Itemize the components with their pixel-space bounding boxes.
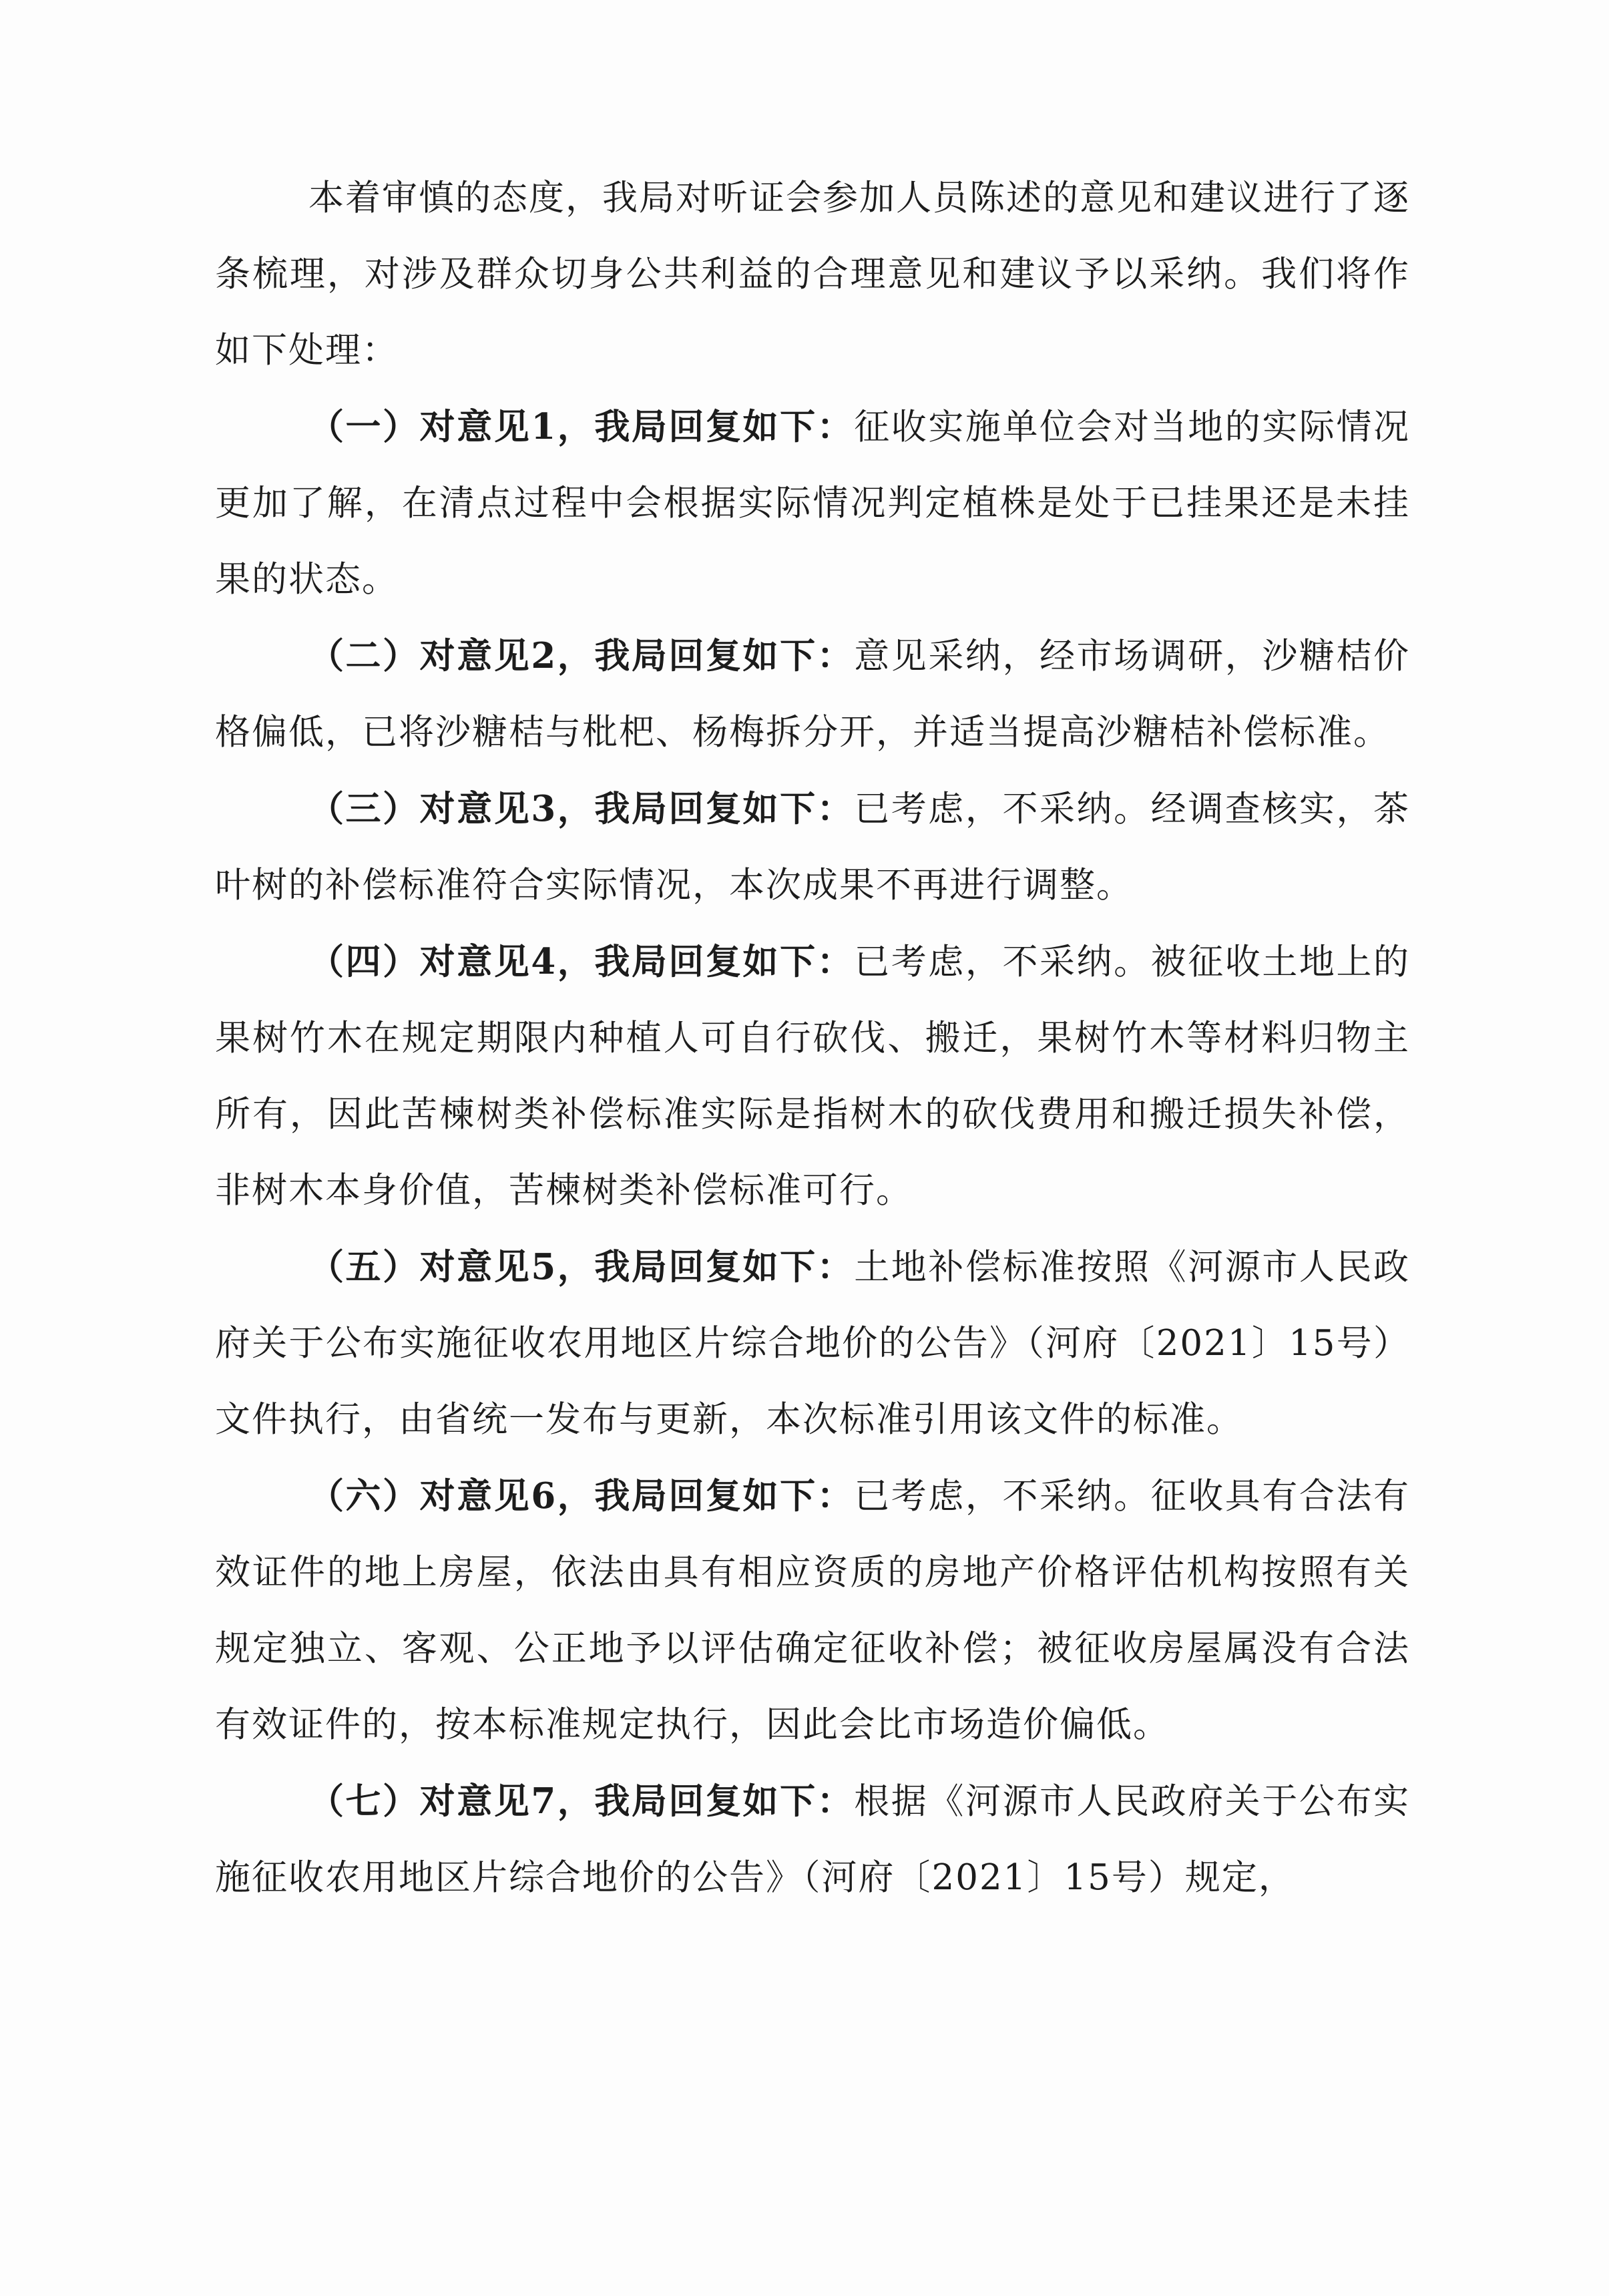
reply-lead: （一）对意见1，我局回复如下： — [308, 406, 855, 447]
reply-text: 已考虑，不采纳。征收具有合法有效证件的地上房屋，依法由具有相应资质的房地产价格评估机构按照有关规定独立、客观、公正地予以评估确定征收补偿；被征收房屋属没有合法有效证件的，按本标准规定执行，因此会比市场造价偏低。 — [215, 1476, 1410, 1745]
reply-lead: （六）对意见6，我局回复如下： — [308, 1475, 855, 1517]
reply-text: 意见采纳，经市场调研，沙糖桔价格偏低，已将沙糖桔与枇杷、杨梅拆分开，并适当提高沙糖桔补偿标准。 — [215, 636, 1410, 753]
reply-item-4 — [215, 924, 1410, 1229]
reply-item-5 — [215, 1229, 1410, 1458]
reply-text: 已考虑，不采纳。被征收土地上的果树竹木在规定期限内种植人可自行砍伐、搬迁，果树竹木等材料归物主所有，因此苦楝树类补偿标准实际是指树木的砍伐费用和搬迁损失补偿，非树木本身价值，苦楝树类补偿标准可行。 — [215, 942, 1410, 1211]
reply-lead: （四）对意见4，我局回复如下： — [308, 941, 855, 982]
reply-lead: （二）对意见2，我局回复如下： — [308, 635, 855, 677]
reply-item-6 — [215, 1458, 1410, 1763]
reply-lead: （七）对意见7，我局回复如下： — [308, 1780, 855, 1822]
reply-lead: （三）对意见3，我局回复如下： — [308, 788, 855, 829]
reply-item-2 — [215, 618, 1410, 771]
reply-text: 征收实施单位会对当地的实际情况更加了解，在清点过程中会根据实际情况判定植株是处于已挂果还是未挂果的状态。 — [215, 407, 1410, 600]
reply-lead: （五）对意见5，我局回复如下： — [308, 1246, 855, 1288]
reply-item-7 — [215, 1763, 1410, 1916]
reply-item-1 — [215, 389, 1410, 618]
document-body — [215, 160, 1410, 1916]
reply-item-3 — [215, 771, 1410, 924]
reply-text: 根据《河源市人民政府关于公布实施征收农用地区片综合地价的公告》（河府〔2021〕15号）规定， — [215, 1781, 1410, 1898]
intro-paragraph: 本着审慎的态度，我局对听证会参加人员陈述的意见和建议进行了逐条梳理，对涉及群众切身公共利益的合理意见和建议予以采纳。我们将作如下处理： — [215, 178, 1410, 371]
reply-text: 土地补偿标准按照《河源市人民政府关于公布实施征收农用地区片综合地价的公告》（河府〔2021〕15号）文件执行，由省统一发布与更新，本次标准引用该文件的标准。 — [215, 1247, 1410, 1440]
reply-text: 已考虑，不采纳。经调查核实，茶叶树的补偿标准符合实际情况，本次成果不再进行调整。 — [215, 789, 1410, 906]
